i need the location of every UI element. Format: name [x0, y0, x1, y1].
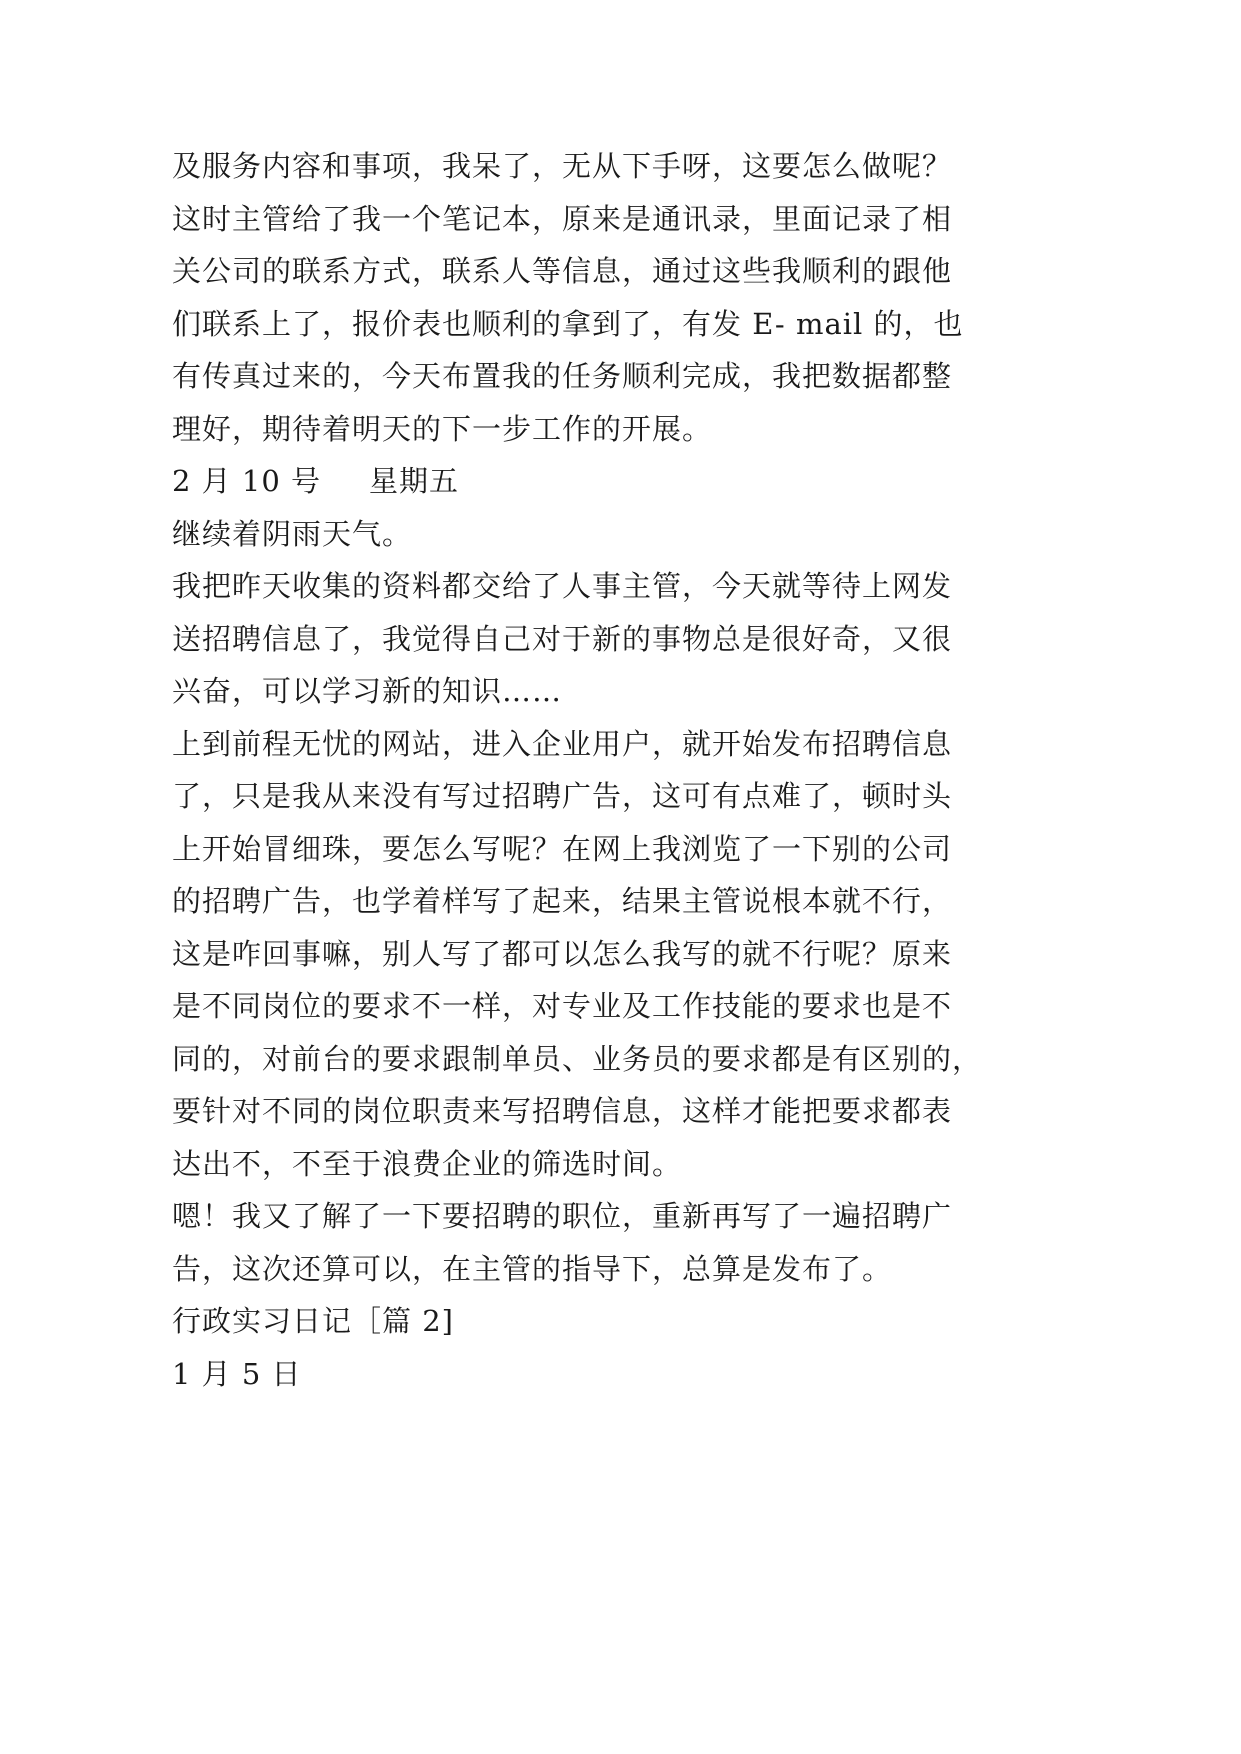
text-line: 理好，期待着明天的下一步工作的开展。: [172, 411, 713, 446]
date-heading: 1 月 5 日: [172, 1356, 302, 1391]
weather-line: 继续着阴雨天气。: [172, 516, 413, 551]
text-line: 达出不，不至于浪费企业的筛选时间。: [172, 1146, 683, 1181]
text-line: 要针对不同的岗位职责来写招聘信息，这样才能把要求都表: [172, 1094, 953, 1128]
text-line: 我把昨天收集的资料都交给了人事主管，今天就等待上网发: [172, 569, 953, 603]
text-line: 的招聘广告，也学着样写了起来，结果主管说根本就不行，: [172, 884, 953, 918]
text-line: 这时主管给了我一个笔记本，原来是通讯录，里面记录了相: [172, 201, 953, 236]
text-line: 上开始冒细珠，要怎么写呢？在网上我浏览了一下别的公司: [172, 831, 953, 866]
text-line: 关公司的联系方式，联系人等信息，通过这些我顺利的跟他: [172, 254, 953, 288]
date-text: 2 月 10 号: [172, 464, 322, 498]
text-line: 有传真过来的，今天布置我的任务顺利完成，我把数据都整: [172, 359, 953, 393]
section-title: 行政实习日记［篇 2]: [172, 1304, 454, 1338]
text-line: 嗯！我又了解了一下要招聘的职位，重新再写了一遍招聘广: [172, 1199, 953, 1233]
weekday-text: 星期五: [369, 464, 460, 498]
date-heading: [172, 455, 952, 508]
text-line: 送招聘信息了，我觉得自己对于新的事物总是很好奇，又很: [172, 621, 953, 656]
text-line: 们联系上了，报价表也顺利的拿到了，有发 E- mail 的，也: [172, 306, 964, 341]
text-line: 是不同岗位的要求不一样，对专业及工作技能的要求也是不: [172, 989, 953, 1023]
document-body: [172, 140, 983, 1400]
text-line: 上到前程无忧的网站，进入企业用户，就开始发布招聘信息: [172, 726, 953, 761]
text-line: 兴奋，可以学习新的知识……: [172, 674, 563, 708]
text-line: 及服务内容和事项，我呆了，无从下手呀，这要怎么做呢？: [172, 149, 953, 183]
text-line: 这是咋回事嘛，别人写了都可以怎么我写的就不行呢？原来: [172, 936, 953, 971]
text-line: 了，只是我从来没有写过招聘广告，这可有点难了，顿时头: [172, 779, 953, 813]
text-line: 告，这次还算可以，在主管的指导下，总算是发布了。: [172, 1251, 893, 1286]
text-line: 同的，对前台的要求跟制单员、业务员的要求都是有区别的，: [172, 1041, 983, 1076]
